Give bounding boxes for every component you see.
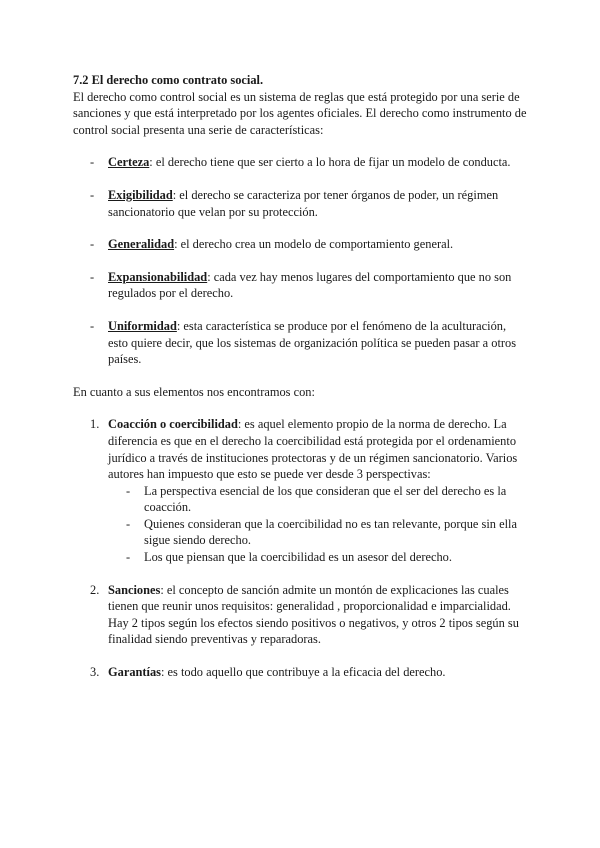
dash-bullet: -: [126, 550, 131, 565]
dash-bullet: -: [90, 155, 95, 170]
term-coaccion: Coacción o coercibilidad: [108, 417, 238, 432]
dash-bullet: -: [126, 483, 131, 498]
term-certeza: Certeza: [108, 155, 150, 170]
item-text: : el derecho se caracteriza por tener órganos de poder, un régimen sancionatorio que velan por su protección.: [108, 187, 499, 219]
sub-item-text: Quienes consideran que la coercibilidad no es tan relevante, porque sin ella sigue siendo derecho.: [144, 516, 517, 548]
list-item: [108, 516, 529, 549]
term-generalidad: Generalidad: [108, 237, 175, 252]
list-item: [73, 582, 529, 648]
item-text: : el concepto de sanción admite un montón de explicaciones las cuales tienen que reunir unos requisitos: generalidad , proporcionalidad e imparcialidad. Hay 2 tipos según los efectos siendo positivos o negativos, y otros 2 tipos según su finalidad siendo preventivas y reparadoras.: [108, 582, 519, 647]
number-marker: 2.: [90, 582, 100, 597]
item-text: : es todo aquello que contribuye a la eficacia del derecho.: [161, 665, 446, 680]
term-expansionabilidad: Expansionabilidad: [108, 269, 208, 284]
dash-bullet: -: [90, 318, 95, 333]
item-text: : el derecho crea un modelo de comportamiento general.: [174, 237, 454, 252]
list-item: [73, 154, 529, 171]
item-text: : esta característica se produce por el fenómeno de la aculturación, esto quiere decir, que los sistemas de organización política se pueden pasar a otros países.: [108, 318, 517, 367]
list-item: [73, 187, 529, 220]
number-marker: 3.: [90, 665, 100, 680]
item-text: : el derecho tiene que ser cierto a lo hora de fijar un modelo de conducta.: [149, 155, 511, 170]
sub-item-text: Los que piensan que la coercibilidad es un asesor del derecho.: [144, 550, 452, 565]
item-text: : cada vez hay menos lugares del comportamiento que no son regulados por el derecho.: [108, 269, 512, 301]
item-text: : es aquel elemento propio de la norma de derecho. La diferencia es que en el derecho la coercibilidad está protegida por el ordenamiento jurídico a través de instituciones protectoras y de un régimen sancionatorio. Varios autores han impuesto que esto se puede ver desde 3 perspectivas:: [108, 417, 518, 482]
section-heading: 7.2 El derecho como contrato social.: [73, 73, 264, 87]
sub-item-text: La perspectiva esencial de los que consideran que el ser del derecho es la coacción.: [144, 483, 507, 515]
list-item: [73, 318, 529, 368]
term-sanciones: Sanciones: [108, 582, 161, 597]
number-marker: 1.: [90, 417, 100, 432]
dash-bullet: -: [126, 516, 131, 531]
list-item: [73, 236, 529, 253]
elements-intro: En cuanto a sus elementos nos encontramos con:: [73, 384, 315, 399]
dash-bullet: -: [90, 187, 95, 202]
list-item: [73, 664, 529, 681]
term-uniformidad: Uniformidad: [108, 318, 177, 333]
list-item: [108, 549, 529, 566]
intro-paragraph: El derecho como control social es un sistema de reglas que está protegido por una serie de sanciones y que está interpretado por los agentes oficiales. El derecho como instrumento de control social presenta una serie de características:: [73, 89, 527, 137]
dash-bullet: -: [90, 237, 95, 252]
document-page: [73, 72, 529, 697]
dash-bullet: -: [90, 269, 95, 284]
list-item: [73, 269, 529, 302]
perspectives-list: [108, 483, 529, 566]
list-item: [108, 483, 529, 516]
term-garantias: Garantías: [108, 665, 162, 680]
characteristics-list: [73, 154, 529, 367]
elements-list: [73, 416, 529, 680]
list-item: [73, 416, 529, 565]
term-exigibilidad: Exigibilidad: [108, 187, 173, 202]
